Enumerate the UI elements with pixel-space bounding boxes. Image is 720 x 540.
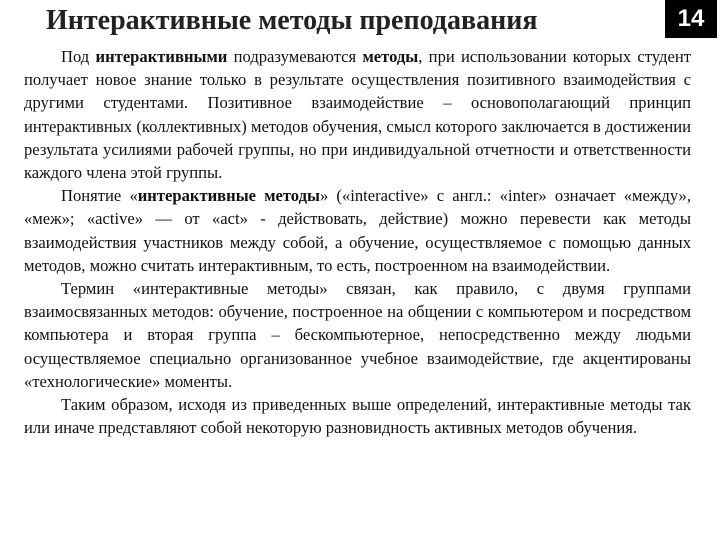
paragraph-definition: [24, 45, 691, 184]
paragraph-conclusion: Таким образом, исходя из приведенных выше определений, интерактивные методы так или иначе представляют собой некоторую разновидность активных методов обучения.: [24, 395, 691, 438]
page-number-badge: 14: [665, 0, 717, 38]
bold-term: интерактивными: [95, 47, 228, 66]
text-span: Понятие «: [61, 186, 138, 206]
bold-term: интерактивные методы: [137, 186, 320, 206]
paragraph-concept: [24, 184, 691, 277]
text-span: Под: [61, 47, 96, 66]
paragraph-term: Термин «интерактивные методы» связан, как правило, с двумя группами взаимосвязанных методов: обучение, построенное на общении с компьютером и посредством компьютера и вторая группа – бескомпьютерное, непосредственно между людьми осуществляемое специально организованное учебное взаимодействие, где акцентированы «технологические» моменты.: [24, 279, 691, 391]
text-span: » («interactive» с англ.: «inter» означает «между», «меж»; «active» — от «act» - действовать, действие) можно перевести как методы взаимодействия участников между собой, а обучение, осуществляемое с помощью данных методов, можно считать интерактивным, то есть, построенном на взаимодействии.: [24, 186, 691, 275]
bold-term: методы: [362, 47, 419, 66]
text-span: подразумеваются: [227, 47, 363, 66]
page-title: Интерактивные методы преподавания: [46, 5, 538, 36]
body-text: [24, 45, 691, 439]
text-span: , при использовании которых студент получает новое знание только в результате осуществления позитивного взаимодействия с другими студентами. Позитивное взаимодействие – основополагающий принцип интерактивных (коллективных) методов обучения, смысл которого заключается в достижении результата усилиями рабочей группы, но при индивидуальной отчетности и ответственности каждого члена этой группы.: [24, 47, 691, 183]
